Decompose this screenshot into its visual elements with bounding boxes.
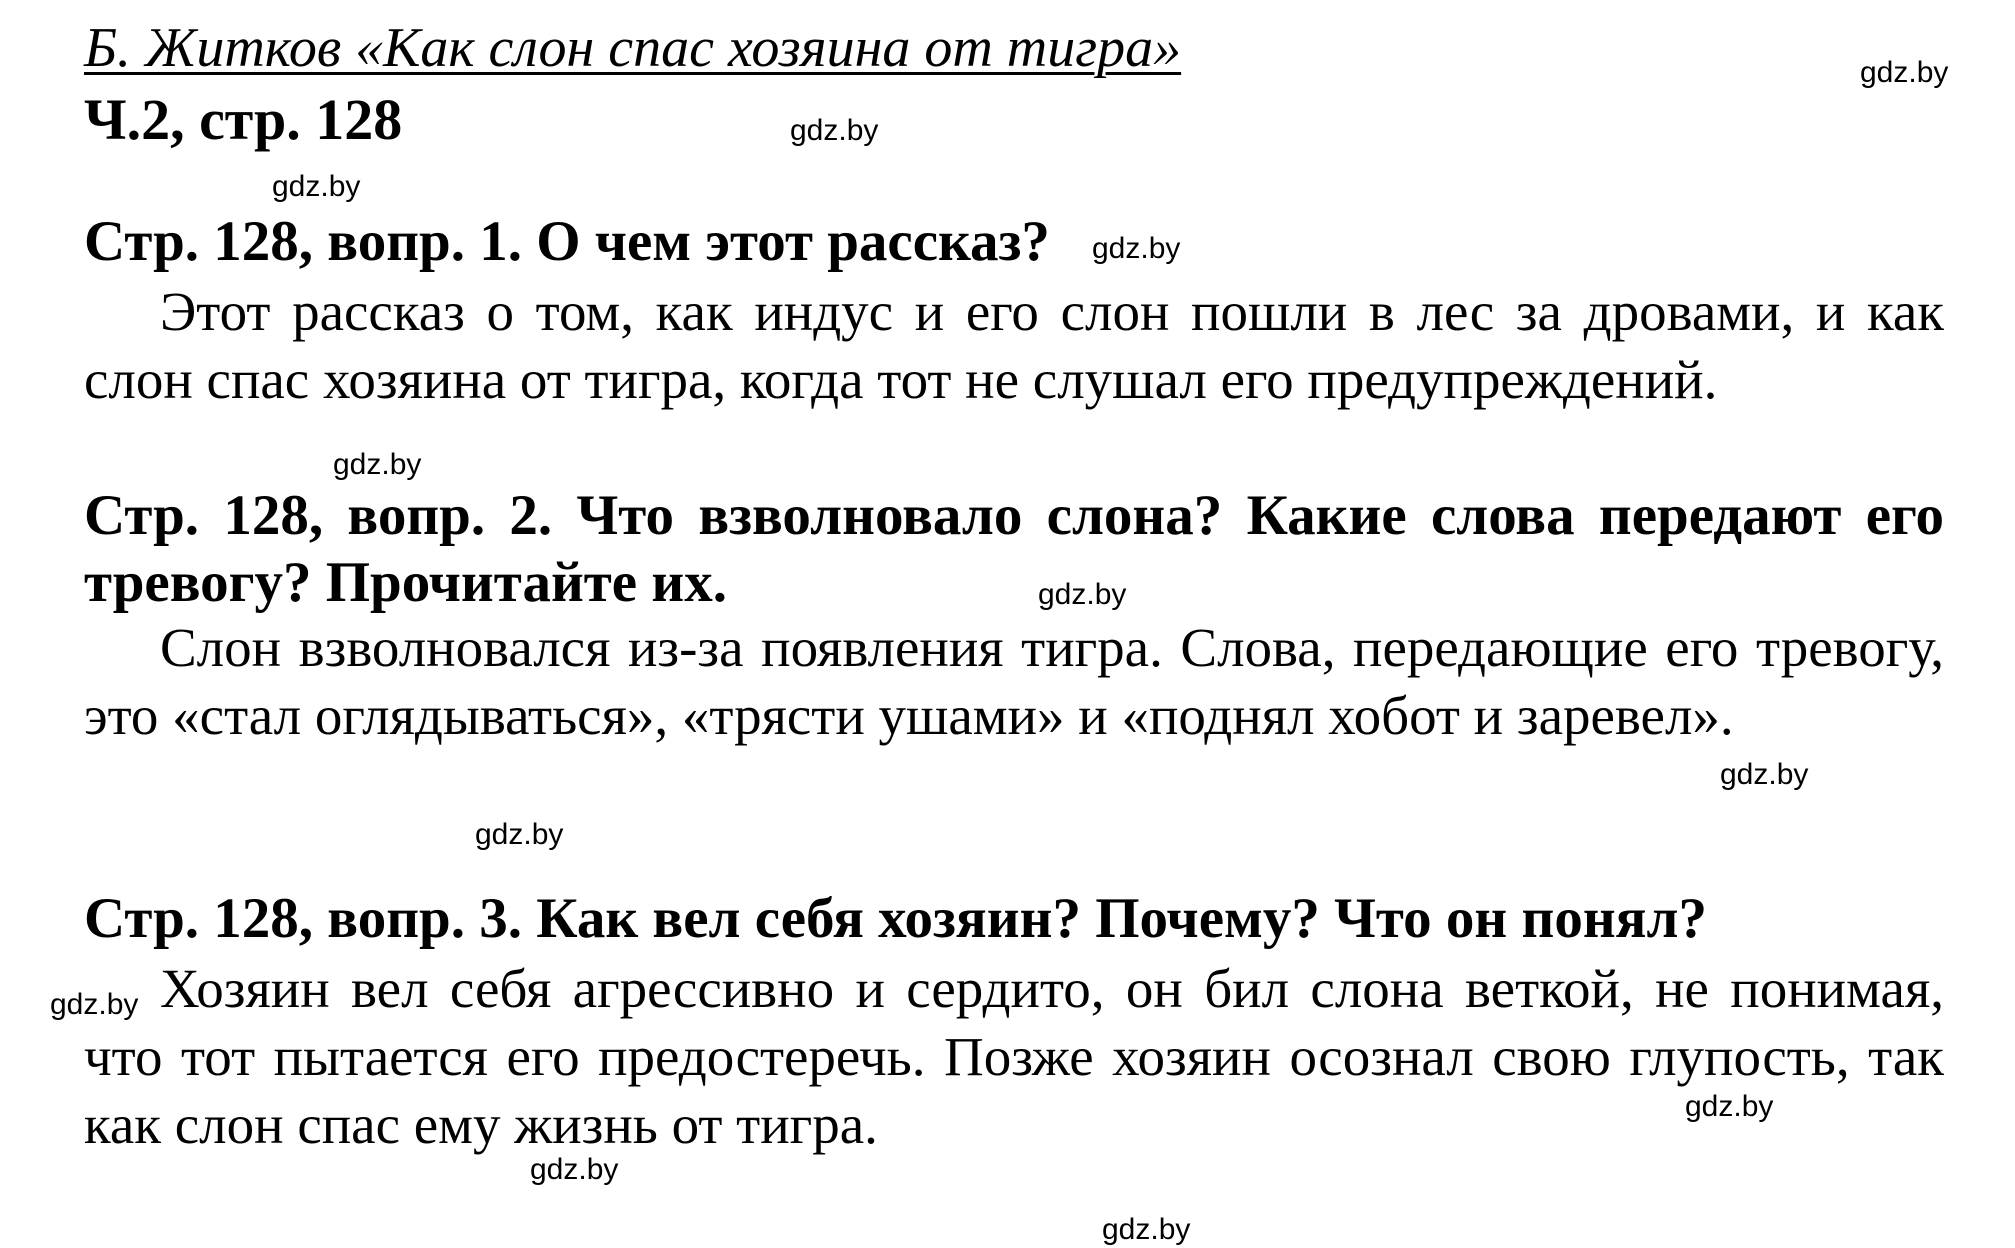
story-title: Б. Житков «Как слон спас хозяина от тигра»	[84, 17, 1182, 79]
watermark: gdz.by	[1685, 1090, 1774, 1123]
watermark: gdz.by	[1092, 232, 1181, 265]
watermark: gdz.by	[333, 448, 422, 481]
watermark: gdz.by	[475, 818, 564, 851]
answer-1: Этот рассказ о том, как индус и его слон пошли в лес за дровами, и как слон спас хозяина от тигра, когда тот не слушал его предупреждений.	[84, 281, 1944, 410]
watermark: gdz.by	[1720, 758, 1809, 791]
watermark: gdz.by	[530, 1153, 619, 1186]
watermark: gdz.by	[272, 170, 361, 203]
watermark: gdz.by	[1038, 578, 1127, 611]
answer-3: Хозяин вел себя агрессивно и сердито, он бил слона веткой, не понимая, что тот пытается его предостеречь. Позже хозяин осознал свою глупость, так как слон спас ему жизнь от тигра.	[84, 958, 1944, 1155]
watermark: gdz.by	[790, 114, 879, 147]
watermark: gdz.by	[50, 988, 139, 1021]
watermark: gdz.by	[1860, 56, 1949, 89]
answer-2: Слон взволновался из-за появления тигра. Слова, передающие его тревогу, это «стал оглядываться», «трясти ушами» и «поднял хобот и заревел».	[84, 617, 1944, 746]
part-page-heading: Ч.2, стр. 128	[84, 87, 403, 152]
question-3: Стр. 128, вопр. 3. Как вел себя хозяин? Почему? Что он понял?	[84, 887, 1707, 950]
watermark: gdz.by	[1102, 1213, 1191, 1246]
question-1: Стр. 128, вопр. 1. О чем этот рассказ?	[84, 210, 1050, 273]
question-2: Стр. 128, вопр. 2. Что взволновало слона? Какие слова передают его тревогу? Прочитайте их.	[84, 484, 1944, 614]
